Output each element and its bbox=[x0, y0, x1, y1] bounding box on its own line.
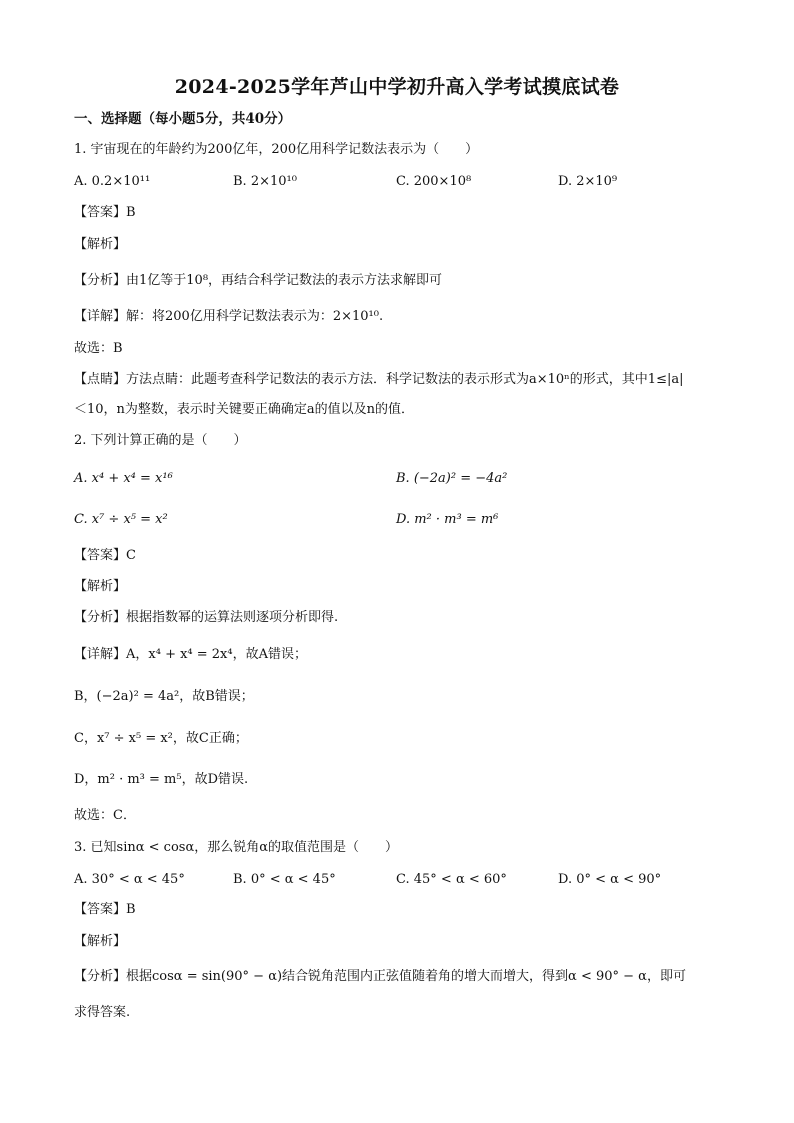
question-2-stem: 2. 下列计算正确的是（ ） bbox=[74, 433, 247, 448]
q2-answer: 【答案】C bbox=[74, 548, 136, 563]
q1-option-b: B. 2×10¹⁰ bbox=[233, 174, 297, 189]
q1-option-d: D. 2×10⁹ bbox=[558, 174, 618, 189]
q2-option-d: D. m² · m³ = m⁶ bbox=[396, 512, 499, 527]
q2-option-c: C. x⁷ ÷ x⁵ = x² bbox=[74, 512, 168, 527]
question-1-stem: 1. 宇宙现在的年龄约为200亿年，200亿用科学记数法表示为（ ） bbox=[74, 142, 479, 157]
q2-option-a: A. x⁴ + x⁴ = x¹⁶ bbox=[74, 471, 173, 486]
q1-comment-line2: ＜10，n为整数，表示时关键要正确确定a的值以及n的值． bbox=[74, 402, 415, 417]
q1-fenxi: 【分析】由1亿等于10⁸，再结合科学记数法的表示方法求解即可 bbox=[74, 273, 443, 288]
q1-conclusion: 故选：B bbox=[74, 341, 123, 356]
q1-option-c: C. 200×10⁸ bbox=[396, 174, 472, 189]
q1-analysis-label: 【解析】 bbox=[74, 237, 127, 252]
q3-fenxi-line2: 求得答案. bbox=[74, 1005, 131, 1020]
q2-analysis-label: 【解析】 bbox=[74, 579, 127, 594]
q2-fenxi: 【分析】根据指数幂的运算法则逐项分析即得. bbox=[74, 610, 339, 625]
question-3-stem: 3. 已知sinα < cosα，那么锐角α的取值范围是（ ） bbox=[74, 840, 399, 855]
q3-option-c: C. 45° < α < 60° bbox=[396, 872, 507, 887]
q2-detail-a: 【详解】A，x⁴ + x⁴ = 2x⁴，故A错误； bbox=[74, 647, 307, 662]
q2-detail-d: D，m² · m³ = m⁵，故D错误. bbox=[74, 772, 249, 787]
q1-detail: 【详解】解：将200亿用科学记数法表示为：2×10¹⁰. bbox=[74, 309, 384, 324]
section-heading: 一、选择题（每小题5分，共40分） bbox=[74, 111, 292, 127]
page-title: 2024-2025学年芦山中学初升高入学考试摸底试卷 bbox=[174, 76, 620, 98]
q2-detail-b: B，(−2a)² = 4a²，故B错误； bbox=[74, 689, 254, 704]
q3-analysis-label: 【解析】 bbox=[74, 934, 127, 949]
q1-comment-line1: 【点睛】方法点睛：此题考查科学记数法的表示方法．科学记数法的表示形式为a×10ⁿ的形式，其中1≤|a| bbox=[74, 372, 684, 387]
q3-option-b: B. 0° < α < 45° bbox=[233, 872, 336, 887]
q2-conclusion: 故选：C． bbox=[74, 808, 136, 823]
q3-option-a: A. 30° < α < 45° bbox=[74, 872, 185, 887]
q3-fenxi-line1: 【分析】根据cosα = sin(90° − α)结合锐角范围内正弦值随着角的增大而增大，得到α < 90° − α，即可 bbox=[74, 969, 686, 984]
q2-detail-c: C，x⁷ ÷ x⁵ = x²，故C正确； bbox=[74, 731, 248, 746]
q3-answer: 【答案】B bbox=[74, 902, 136, 917]
q1-answer: 【答案】B bbox=[74, 205, 136, 220]
q3-option-d: D. 0° < α < 90° bbox=[558, 872, 662, 887]
q1-option-a: A. 0.2×10¹¹ bbox=[74, 174, 151, 189]
q2-option-b: B. (−2a)² = −4a² bbox=[396, 471, 508, 486]
